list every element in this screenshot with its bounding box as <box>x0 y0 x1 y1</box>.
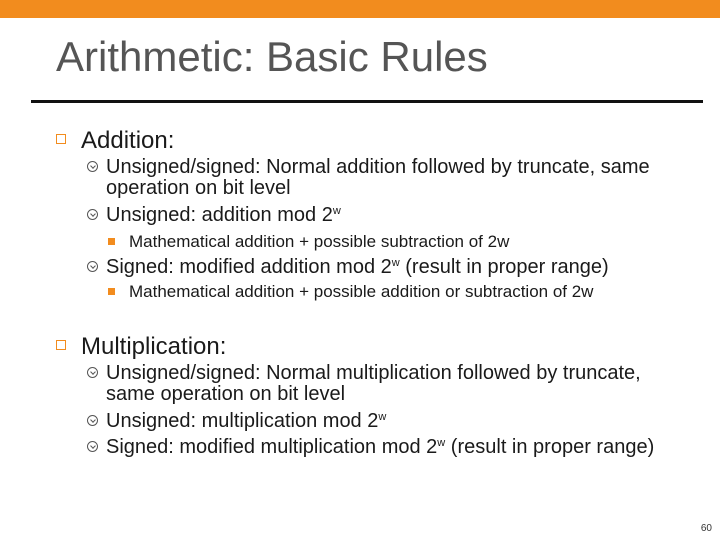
bullet-text: Unsigned/signed: Normal addition followed by truncate, same operation on bit level <box>106 156 650 199</box>
exponent: w <box>332 205 341 217</box>
exponent: w <box>437 437 446 449</box>
circled-chevron-icon <box>87 367 98 378</box>
bullet-text: Unsigned: multiplication mod 2$^w$ <box>106 410 387 432</box>
section-label: Addition: <box>81 127 175 154</box>
bullet-text: Signed: modified multiplication mod 2$^w$ (result in proper range) <box>106 436 655 458</box>
section-label: Multiplication: <box>81 333 227 360</box>
hollow-square-icon <box>56 340 66 350</box>
hollow-square-icon <box>56 134 66 144</box>
title-divider <box>31 100 703 103</box>
page-number: 60 <box>700 523 712 534</box>
top-accent-bar <box>0 0 720 18</box>
circled-chevron-icon <box>87 161 98 172</box>
exponent: w <box>391 257 400 269</box>
bullet-text: Unsigned/signed: Normal multiplication followed by truncate, same operation on bit level <box>106 362 641 405</box>
exponent: w <box>378 411 387 423</box>
circled-chevron-icon <box>87 441 98 452</box>
bullet-text: Signed: modified addition mod 2$^w$ (result in proper range) <box>106 256 609 278</box>
circled-chevron-icon <box>87 209 98 220</box>
sub-bullet-text: Mathematical addition + possible addition or subtraction of 2w <box>129 282 594 301</box>
filled-square-icon <box>108 288 115 295</box>
circled-chevron-icon <box>87 261 98 272</box>
circled-chevron-icon <box>87 415 98 426</box>
sub-bullet-text: Mathematical addition + possible subtraction of 2w <box>129 232 510 251</box>
bullet-text: Unsigned: addition mod 2$^w$ <box>106 204 341 226</box>
slide-title: Arithmetic: Basic Rules <box>56 33 488 80</box>
filled-square-icon <box>108 238 115 245</box>
